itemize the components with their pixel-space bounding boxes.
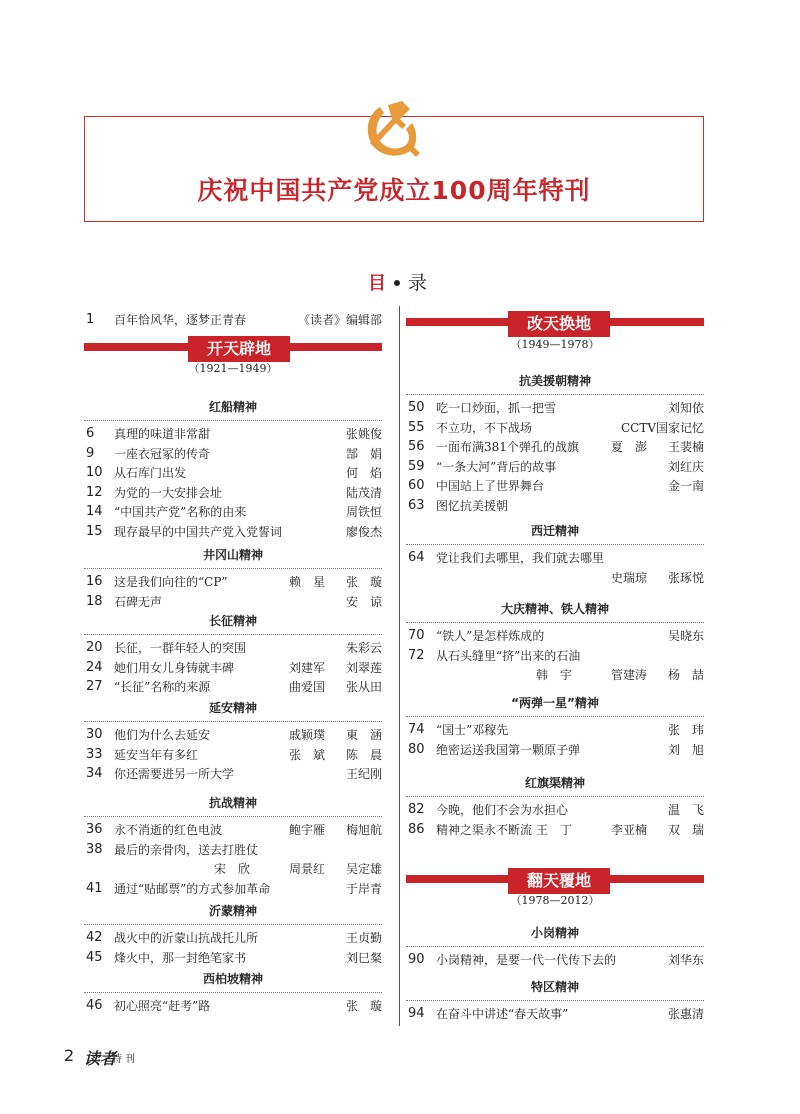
toc-entry[interactable] (86, 523, 382, 541)
subsection-rule (84, 721, 382, 722)
page-number: 1 (86, 312, 95, 327)
page-number: 30 (86, 727, 103, 742)
subsection-rule (406, 622, 704, 623)
party-emblem-icon (358, 101, 424, 163)
subsection-heading: 延安精神 (208, 701, 257, 715)
entry-author: 梅旭航 (345, 823, 382, 837)
toc-entry[interactable] (86, 503, 382, 521)
page-number: 94 (408, 1006, 425, 1021)
toc-entry[interactable] (408, 741, 704, 759)
toc-entry[interactable] (86, 880, 382, 898)
toc-entry[interactable] (408, 438, 704, 456)
entry-title: 不立功，不下战场 (436, 420, 533, 435)
toc-entry[interactable] (408, 549, 704, 567)
section-years: （1949—1978） (510, 338, 600, 351)
page-number: 45 (86, 949, 103, 965)
page-number: 10 (86, 465, 103, 480)
entry-title: “中国共产党”名称的由来 (114, 505, 247, 519)
entry-author: 吴晓东 (667, 629, 704, 643)
magazine-subtitle: 特刊 (112, 1054, 138, 1065)
page-number: 70 (408, 628, 425, 643)
toc-entry[interactable] (86, 639, 382, 657)
toc-entry[interactable] (86, 425, 382, 443)
page-number: 59 (408, 458, 425, 474)
entry-author: 李亚楠 (611, 822, 648, 837)
subsection-rule (84, 568, 382, 569)
entry-author: 朱彩云 (345, 641, 382, 655)
entry-title: 从石头缝里“挤”出来的石油 (436, 648, 581, 663)
page-number: 33 (86, 746, 103, 762)
subsection-heading: 井冈山精神 (202, 548, 263, 562)
toc-entry[interactable] (86, 765, 382, 783)
entry-author: 何 焰 (345, 466, 382, 480)
entry-author: 张姚俊 (345, 427, 382, 441)
section-years: （1921—1949） (188, 362, 278, 375)
subsection-rule (84, 420, 382, 421)
section-title: 开天辟地 (188, 336, 290, 362)
entry-author: 王贞勤 (345, 931, 382, 945)
entry-title: 这是我们向往的“CP” (114, 575, 228, 589)
toc-entry[interactable] (408, 801, 704, 819)
entry-author: 于岸青 (345, 881, 382, 896)
subsection-rule (406, 716, 704, 717)
toc-entry[interactable] (408, 821, 704, 839)
entry-author: 刘知依 (667, 401, 704, 415)
entry-title: 百年恰风华，逐梦正青春 (114, 313, 247, 327)
page-number: 60 (408, 478, 425, 493)
page-number: 63 (408, 497, 425, 513)
entry-author: 《读者》编辑部 (297, 313, 382, 327)
entry-title: “长征”名称的来源 (114, 680, 211, 694)
entry-author: 张 斌 (289, 747, 326, 762)
entry-author: 周铁恒 (345, 505, 382, 519)
entry-author: 张 璇 (345, 575, 382, 589)
entry-title: 今晚，他们不会为水担心 (436, 803, 569, 817)
toc-heading-mu: 目 (368, 273, 386, 294)
entry-title: 吃一口炒面，抓一把雪 (436, 401, 557, 415)
entry-title: “铁人”是怎样炼成的 (436, 629, 545, 643)
entry-title: 在奋斗中讲述“春天故事” (436, 1007, 569, 1021)
toc-entry[interactable] (86, 593, 382, 611)
entry-title: 延安当年有多红 (114, 747, 199, 762)
subsection-heading: 红旗渠精神 (524, 776, 585, 790)
toc-entry[interactable] (86, 821, 382, 839)
subsection-rule (406, 544, 704, 545)
entry-author: 杨 喆 (667, 668, 704, 682)
page-number: 36 (86, 822, 103, 837)
toc-entry[interactable] (86, 841, 382, 859)
subsection-heading: 抗美援朝精神 (518, 374, 591, 388)
subsection-heading: 抗战精神 (208, 796, 257, 810)
subsection-rule (84, 992, 382, 993)
toc-entry[interactable] (86, 860, 382, 878)
entry-author: 刘建军 (289, 660, 326, 675)
entry-author: 刘 旭 (667, 742, 704, 757)
subsection-heading: 西迁精神 (530, 524, 579, 538)
page-number: 38 (86, 841, 103, 857)
subsection-rule (84, 816, 382, 817)
page-number: 82 (408, 802, 425, 817)
toc-entry[interactable] (86, 464, 382, 482)
entry-title: “国士”邓稼先 (436, 723, 509, 737)
page-number: 41 (86, 880, 103, 896)
entry-title: 为党的一大安排会址 (114, 485, 223, 500)
entry-title: 一面布满381个弹孔的战旗 (436, 440, 579, 454)
entry-author: CCTV国家记忆 (620, 420, 704, 435)
toc-entry[interactable] (86, 445, 382, 463)
entry-author: 张惠清 (667, 1007, 704, 1021)
entry-author: 刘翠莲 (345, 660, 382, 675)
page-number: 50 (408, 400, 425, 415)
toc-entry[interactable] (408, 1005, 704, 1023)
entry-author: 吴定雄 (345, 862, 382, 876)
entry-title: 最后的亲骨肉，送去打胜仗 (114, 842, 259, 857)
subsection-rule (406, 796, 704, 797)
entry-author: 刘巳粲 (345, 950, 382, 965)
entry-title: 永不消逝的红色电波 (114, 823, 223, 837)
page-number: 24 (86, 659, 103, 675)
page-number: 86 (408, 821, 425, 837)
toc-entry[interactable] (408, 497, 704, 515)
subsection-heading: 沂蒙精神 (208, 904, 257, 918)
section-years: （1978—2012） (510, 894, 600, 907)
entry-title: 中国站上了世界舞台 (436, 479, 545, 493)
page-number: 34 (86, 766, 103, 781)
toc-heading-lu: 录 (408, 272, 428, 294)
page-number: 18 (86, 593, 103, 609)
entry-title: 你还需要进另一所大学 (114, 767, 235, 781)
subsection-rule (84, 634, 382, 635)
toc-heading (368, 268, 427, 295)
page-number: 72 (408, 647, 425, 663)
entry-author: 夏 澎 (611, 440, 648, 454)
entry-author: 戚颖璞 (289, 728, 326, 742)
entry-title: 绝密运送我国第一颗原子弹 (436, 742, 581, 757)
toc-entry[interactable] (408, 627, 704, 645)
entry-author: 管建涛 (611, 668, 648, 682)
page-number: 12 (86, 484, 103, 500)
page-number: 20 (86, 640, 103, 655)
toc-entry[interactable] (408, 419, 704, 437)
entry-author: 张从田 (345, 680, 382, 694)
toc-entry[interactable] (86, 484, 382, 502)
entry-author: 刘华东 (667, 953, 704, 967)
entry-author: 宋 欣 (214, 862, 251, 876)
toc-entry[interactable] (86, 573, 382, 591)
entry-author: 双 瑞 (667, 822, 704, 837)
entry-title: “一条大河”背后的故事 (436, 459, 557, 474)
page-number: 55 (408, 419, 425, 435)
toc-dot (394, 280, 400, 286)
entry-author: 韩 宇 (536, 668, 573, 682)
entry-author: 张 玮 (667, 723, 704, 737)
entry-title: 党让我们去哪里，我们就去哪里 (436, 551, 605, 565)
toc-entry[interactable] (408, 477, 704, 495)
subsection-rule (84, 924, 382, 925)
entry-author: 王裴楠 (667, 440, 704, 454)
entry-author: 赖 星 (289, 575, 326, 589)
subsection-rule (406, 1000, 704, 1001)
page-number: 90 (408, 952, 425, 967)
page-number: 9 (86, 445, 95, 461)
page-number: 74 (408, 722, 425, 737)
section-title: 改天换地 (508, 311, 610, 337)
toc-entry[interactable] (408, 647, 704, 665)
subsection-heading: 长征精神 (208, 614, 257, 628)
toc-entry[interactable] (408, 666, 704, 684)
subsection-heading: “两弹一星”精神 (511, 696, 599, 710)
toc-entry[interactable] (408, 951, 704, 969)
entry-author: 王 丁 (536, 822, 573, 837)
toc-entry[interactable] (86, 678, 382, 696)
entry-author: 郜 娟 (345, 446, 382, 461)
page-number: 14 (86, 504, 103, 519)
page-number: 15 (86, 523, 103, 539)
subsection-heading: 大庆精神、铁人精神 (500, 602, 609, 616)
section-title: 翻天覆地 (508, 868, 610, 894)
entry-author: 陈 晨 (345, 747, 382, 762)
toc-entry[interactable] (408, 721, 704, 739)
page-number: 6 (86, 426, 95, 441)
entry-author: 金一南 (667, 479, 704, 493)
toc-entry[interactable] (86, 997, 382, 1015)
magazine-logo: 读者 (84, 1049, 117, 1068)
entry-title: 图忆抗美援朝 (436, 498, 509, 513)
entry-author: 曲爱国 (289, 680, 326, 694)
page-number: 42 (86, 930, 103, 945)
page-number-footer: 2 (64, 1046, 75, 1065)
page-number: 27 (86, 679, 103, 694)
entry-author: 刘红庆 (667, 459, 704, 474)
toc-entry[interactable] (86, 746, 382, 764)
page-number: 56 (408, 439, 425, 454)
subsection-heading: 小岗精神 (530, 926, 579, 940)
entry-title: 现存最早的中国共产党入党誓词 (114, 524, 283, 539)
entry-author: 周景红 (289, 862, 326, 876)
subsection-heading: 西柏坡精神 (202, 972, 263, 986)
entry-title: 烽火中，那一封绝笔家书 (114, 950, 247, 965)
entry-title: 长征，一群年轻人的突围 (114, 641, 247, 655)
toc-entry[interactable] (408, 399, 704, 417)
toc-entry[interactable] (408, 458, 704, 476)
subsection-rule (406, 394, 704, 395)
page-number: 16 (86, 574, 103, 589)
entry-author: 陆茂清 (345, 485, 382, 500)
toc-entry[interactable] (408, 569, 704, 587)
page-number: 64 (408, 550, 425, 565)
entry-title: 小岗精神，是要一代一代传下去的 (436, 953, 617, 967)
entry-title: 战火中的沂蒙山抗战托儿所 (114, 931, 259, 945)
subsection-rule (406, 946, 704, 947)
entry-title: 一座衣冠冢的传奇 (114, 446, 211, 461)
entry-author: 史瑞琼 (611, 570, 648, 585)
entry-author: 温 飞 (667, 803, 704, 817)
toc-entry[interactable] (86, 949, 382, 967)
entry-title: 他们为什么去延安 (114, 728, 211, 742)
toc-entry[interactable] (86, 929, 382, 947)
entry-title: 从石库门出发 (114, 466, 187, 480)
entry-author: 鲍宇雁 (289, 823, 326, 837)
entry-title: 精神之渠永不断流 (436, 822, 533, 837)
entry-title: 真理的味道非常甜 (114, 427, 211, 441)
entry-title: 通过“贴邮票”的方式参加革命 (114, 881, 271, 896)
page-number: 46 (86, 998, 103, 1013)
subsection-heading: 特区精神 (530, 980, 579, 994)
toc-entry[interactable] (86, 659, 382, 677)
entry-author: 廖俊杰 (345, 524, 382, 539)
entry-author: 王纪刚 (345, 767, 382, 781)
entry-title: 初心照亮“赶考”路 (114, 999, 211, 1013)
toc-entry[interactable] (86, 311, 382, 329)
entry-author: 张 璇 (345, 999, 382, 1013)
banner-title: 庆祝中国共产党成立100周年特刊 (197, 176, 591, 205)
entry-title: 她们用女儿身铸就丰碑 (114, 660, 235, 675)
entry-author: 東 涵 (345, 728, 382, 742)
entry-title: 石碑无声 (114, 594, 163, 609)
entry-author: 安 谅 (345, 594, 382, 609)
column-divider (399, 306, 400, 1026)
page-number: 80 (408, 741, 425, 757)
toc-entry[interactable] (86, 726, 382, 744)
subsection-heading: 红船精神 (208, 400, 257, 414)
entry-author: 张琢悦 (667, 570, 704, 585)
